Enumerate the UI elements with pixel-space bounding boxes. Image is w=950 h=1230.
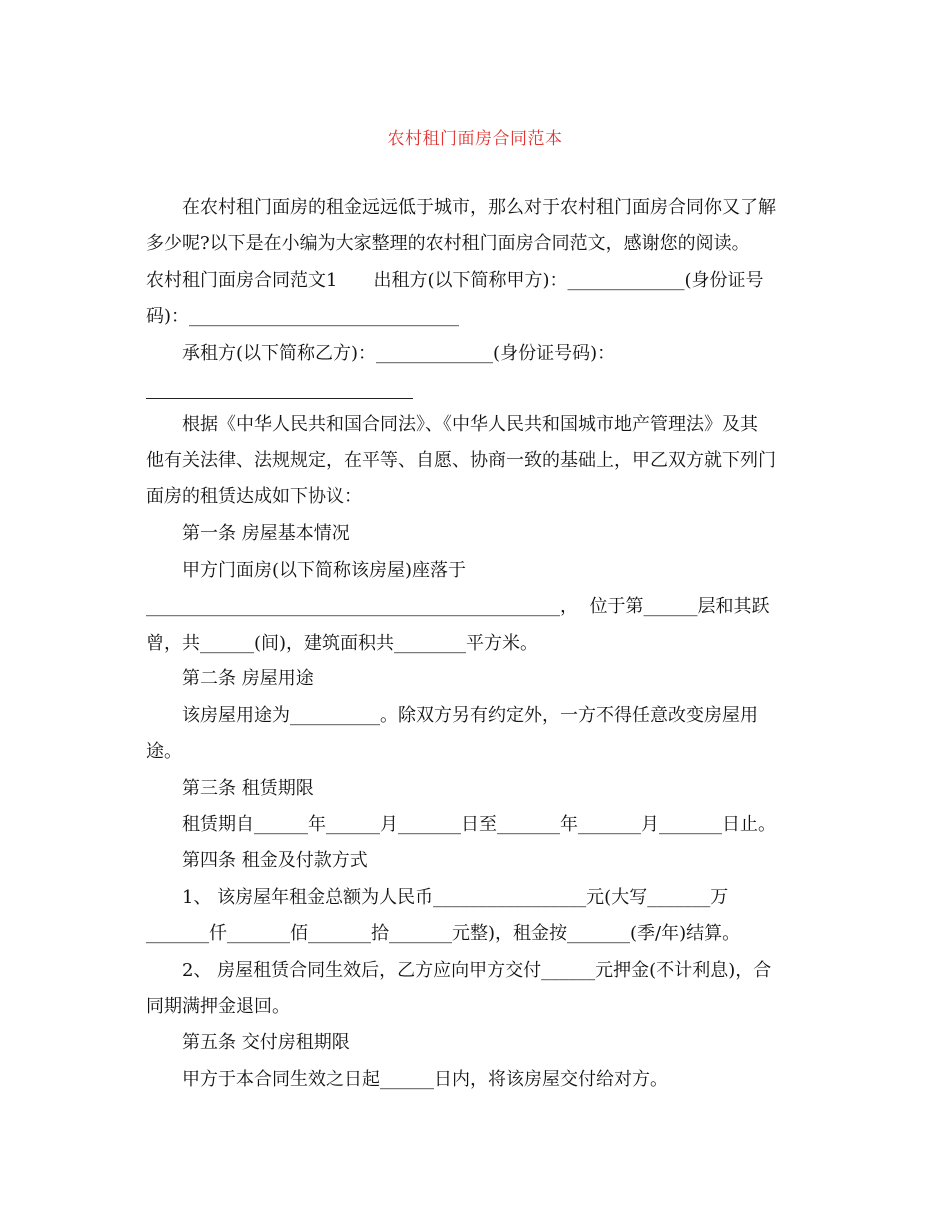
blank-underline (146, 398, 413, 399)
paragraph-line: 他有关法律、法规规定，在平等、自愿、协商一致的基础上，甲乙双方就下列门 (146, 450, 776, 471)
paragraph-line: 承租方(以下简称乙方)：_____________(身份证号码)： (182, 343, 616, 364)
paragraph-line: 在农村租门面房的租金远远低于城市，那么对于农村租门面房合同你又了解 (182, 197, 776, 218)
section-heading: 第一条 房屋基本情况 (182, 523, 350, 544)
paragraph-line: 多少呢?以下是在小编为大家整理的农村租门面房合同范文，感谢您的阅读。 (146, 233, 750, 254)
paragraph-line: 甲方于本合同生效之日起______日内，将该房屋交付给对方。 (182, 1069, 668, 1090)
section-heading: 第四条 租金及付款方式 (182, 850, 368, 871)
paragraph-line: 面房的租赁达成如下协议： (146, 486, 362, 507)
paragraph-line: _______仟_______佰_______拾_______元整)，租金按_______(季/年)结算。 (146, 923, 741, 944)
paragraph-line: 甲方门面房(以下简称该房屋)座落于 (182, 560, 467, 581)
document-title: 农村租门面房合同范本 (387, 129, 563, 149)
paragraph-line: 码)：______________________________ (146, 306, 460, 327)
section-heading: 第三条 租赁期限 (182, 778, 314, 799)
paragraph-line: 2、 房屋租赁合同生效后，乙方应向甲方交付______元押金(不计利息)，合 (182, 960, 772, 981)
paragraph-line: 曾，共______(间)，建筑面积共________平方米。 (146, 633, 539, 654)
paragraph-line: 1、 该房屋年租金总额为人民币_________________元(大写_______万 (182, 887, 729, 908)
section-heading: 第五条 交付房租期限 (182, 1032, 350, 1053)
paragraph-line: ______________________________________________， 位于第______层和其跃 (146, 596, 770, 617)
paragraph-line: 途。 (146, 741, 182, 762)
paragraph-line: 该房屋用途为__________。除双方另有约定外，一方不得任意改变房屋用 (182, 705, 758, 726)
section-heading: 第二条 房屋用途 (182, 668, 314, 689)
paragraph-line: 根据《中华人民共和国合同法》、《中华人民共和国城市地产管理法》及其 (182, 414, 758, 435)
paragraph-line: 农村租门面房合同范文1 出租方(以下简称甲方)：_____________(身份证号 (146, 270, 764, 291)
paragraph-line: 同期满押金退回。 (146, 996, 290, 1017)
paragraph-line: 租赁期自______年______月_______日至_______年_______月_______日止。 (182, 814, 776, 835)
